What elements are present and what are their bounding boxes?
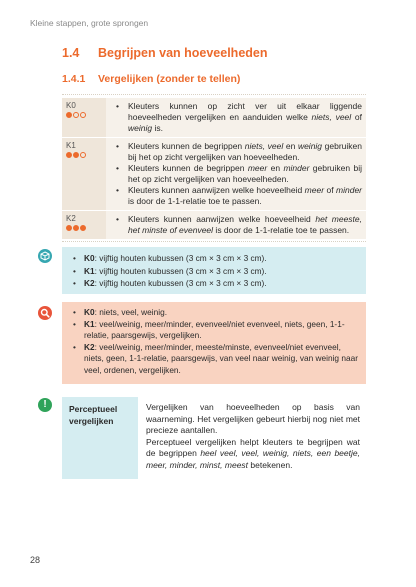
text-run: heel veel, veel, weinig, niets, een beetje, meer, minder, minst, meest <box>146 448 360 470</box>
text-run: of <box>351 112 362 122</box>
text-run: is. <box>152 123 163 133</box>
goal-item <box>128 101 362 134</box>
goal-level <box>62 138 106 210</box>
text-run: K1 <box>84 265 95 276</box>
goal-text <box>106 98 366 137</box>
vocabulary-item <box>84 342 358 377</box>
goal-row <box>62 98 366 138</box>
text-run: is door de 1-1-relatie toe te passen. <box>213 225 350 235</box>
goal-item <box>128 214 362 236</box>
text-run: niets, veel <box>311 112 352 122</box>
filled-dot-icon <box>66 112 72 118</box>
text-run: : vijftig houten kubussen (3 cm × 3 cm × 3 cm). <box>94 265 267 276</box>
vocabulary-list <box>66 307 358 377</box>
search-icon <box>38 306 52 320</box>
page-number: 28 <box>30 555 41 565</box>
goal-level <box>62 211 106 239</box>
materials-box <box>62 247 366 294</box>
text-run: K2 <box>84 341 95 352</box>
text-run: betekenen. <box>248 459 293 470</box>
level-label: K2 <box>66 214 76 223</box>
materials-list <box>66 252 358 290</box>
vocabulary-item <box>84 307 358 319</box>
material-item <box>84 252 358 265</box>
text-run: gebruiken bij het op zicht vergelijken van hoeveelheden. <box>128 141 362 162</box>
text-run: niets, veel <box>244 141 284 151</box>
vocabulary-box <box>62 302 366 384</box>
text-run: K2 <box>84 278 95 289</box>
subsection-title: Vergelijken (zonder te tellen) <box>98 73 241 85</box>
vocabulary-item <box>84 319 358 342</box>
empty-dot-icon <box>73 112 79 118</box>
text-run: gebruiken bij het op zicht vergelijken van hoeveelheden. <box>128 163 363 184</box>
goal-level <box>62 98 106 137</box>
subsection-number: 1.4.1 <box>62 73 86 85</box>
filled-dot-icon <box>73 152 79 158</box>
filled-dot-icon <box>73 225 79 231</box>
text-run: : veel/weinig, meer/minder, evenveel/niet evenveel, niets, geen, 1-1-relatie, paarsgewijs, vergelijken. <box>84 318 345 341</box>
info-icon: ! <box>38 398 52 412</box>
cube-icon <box>38 249 52 263</box>
text-run: Vergelijken van hoeveelheden op basis van waarneming. Het vergelijken gebeurt hierbij nog niet met precieze aantallen. <box>146 402 360 435</box>
text-run: : veel/weinig, meer/minder, meeste/minste, evenveel/niet evenveel, niets, geen, 1-1-relatie, paarsgewijs, van veel naar weinig, van weinig naar veel, ordenen, vergelijken. <box>84 341 358 375</box>
text-run: minder <box>283 163 310 173</box>
concept-definition <box>138 397 366 479</box>
text-run: Kleuters kunnen aanwijzen welke hoeveelheid <box>128 185 305 195</box>
definition-paragraph <box>146 402 360 437</box>
text-run: of <box>324 185 337 195</box>
empty-dot-icon <box>80 152 86 158</box>
divider <box>62 241 366 242</box>
filled-dot-icon <box>66 152 72 158</box>
filled-dot-icon <box>66 225 72 231</box>
text-run: Kleuters kunnen op zicht ver uit elkaar liggende hoeveelheden vergelijken en aanduiden welke <box>128 101 362 122</box>
text-run: meer <box>304 185 325 195</box>
goal-row <box>62 138 366 211</box>
text-run: meer <box>247 163 268 173</box>
text-run: : vijftig houten kubussen (3 cm × 3 cm × 3 cm). <box>94 278 267 289</box>
text-run: : niets, veel, weinig. <box>94 307 168 317</box>
material-item <box>84 265 358 278</box>
goal-item <box>128 141 362 163</box>
level-dots <box>66 112 106 118</box>
material-item <box>84 277 358 290</box>
goal-list <box>106 101 362 134</box>
goal-list <box>106 141 362 207</box>
goals-table <box>62 98 366 239</box>
goal-row <box>62 211 366 239</box>
level-dots <box>66 152 106 158</box>
text-run: weinig <box>128 123 153 133</box>
text-run: K0 <box>84 253 95 263</box>
divider <box>62 94 366 95</box>
goal-text <box>106 138 366 210</box>
text-run: en <box>267 163 284 173</box>
goal-item <box>128 163 362 185</box>
text-run: K0 <box>84 307 95 317</box>
level-dots <box>66 225 106 231</box>
concept-box <box>62 397 366 479</box>
text-run: weinig <box>297 141 323 151</box>
level-label: K0 <box>66 101 76 110</box>
text-run: minder <box>336 185 363 195</box>
filled-dot-icon <box>80 225 86 231</box>
definition-paragraph <box>146 437 360 472</box>
section-title: Begrijpen van hoeveelheden <box>98 46 268 60</box>
text-run: Kleuters kunnen de begrippen <box>128 141 245 151</box>
empty-dot-icon <box>80 112 86 118</box>
text-run: Kleuters kunnen aanwijzen welke hoeveelheid <box>128 214 316 224</box>
text-run: Kleuters kunnen de begrippen <box>128 163 248 173</box>
level-label: K1 <box>66 141 76 150</box>
goal-text <box>106 211 366 239</box>
concept-term: Perceptueel vergelijken <box>62 397 138 479</box>
text-run: K1 <box>84 318 95 329</box>
text-run: : vijftig houten kubussen (3 cm × 3 cm × 3 cm). <box>94 253 267 263</box>
text-run: Perceptueel vergelijken helpt kleuters te begrijpen wat de begrippen <box>146 436 360 458</box>
goal-item <box>128 185 362 207</box>
text-run: het meeste, het minste of evenveel <box>128 214 362 235</box>
section-number: 1.4 <box>62 46 80 60</box>
goal-list <box>106 214 362 236</box>
text-run: is door de 1-1-relatie toe te passen. <box>128 196 262 206</box>
text-run: en <box>283 141 298 151</box>
running-head: Kleine stappen, grote sprongen <box>30 18 149 28</box>
